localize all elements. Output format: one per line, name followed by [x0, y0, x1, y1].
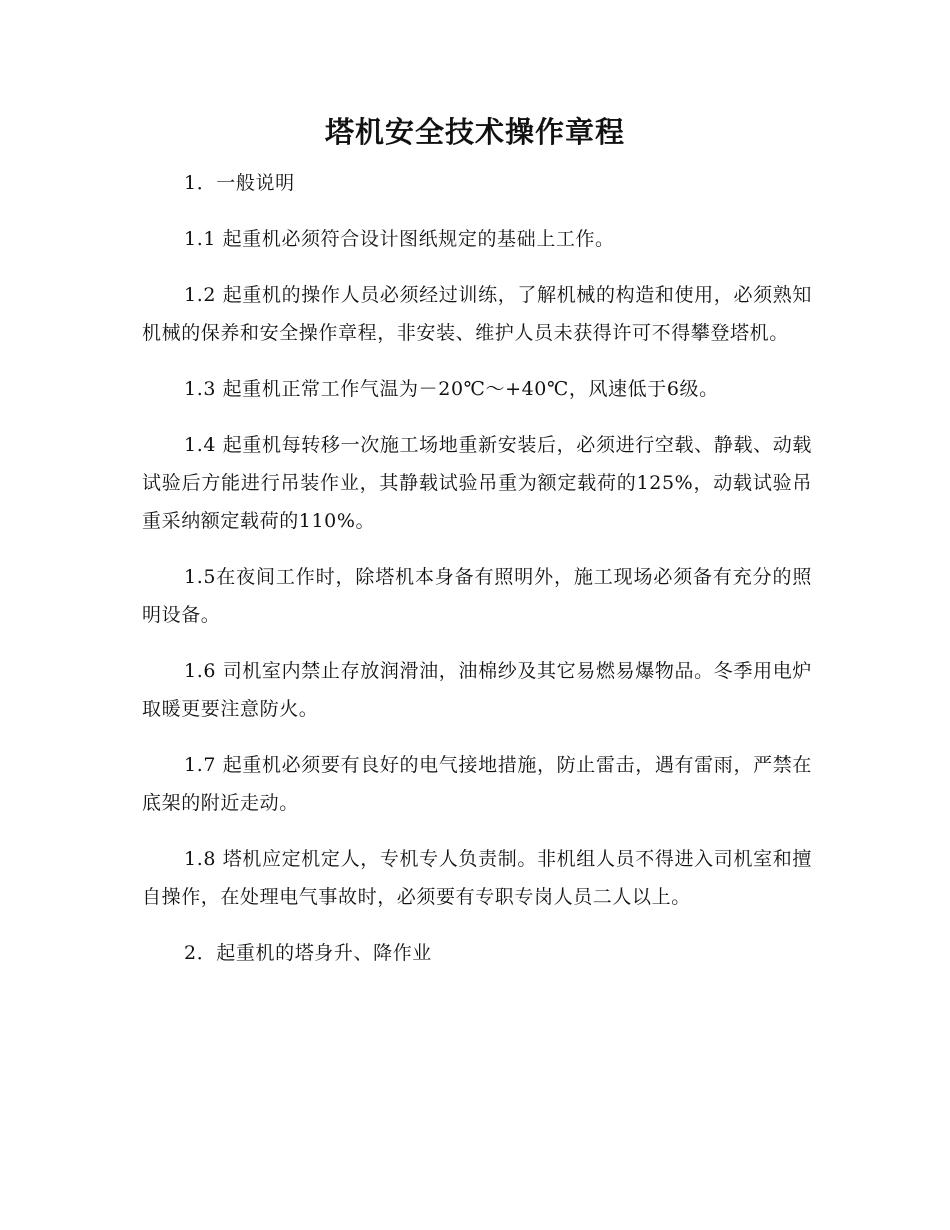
document-title: 塔机安全技术操作章程 [324, 115, 625, 149]
section-heading-2: 2．起重机的塔身升、降作业 [184, 942, 432, 964]
paragraph-1-7: 1.7 起重机必须要有良好的电气接地措施，防止雷击，遇有雷雨，严禁在底架的附近走动。 [142, 754, 812, 814]
paragraph-1-2: 1.2 起重机的操作人员必须经过训练，了解机械的构造和使用，必须熟知机械的保养和安全操作章程，非安装、维护人员未获得许可不得攀登塔机。 [142, 284, 812, 344]
paragraph-1-8: 1.8 塔机应定机定人，专机专人负责制。非机组人员不得进入司机室和擅自操作，在处理电气事故时，必须要有专职专岗人员二人以上。 [142, 848, 812, 908]
paragraph-1-5: 1.5在夜间工作时，除塔机本身备有照明外，施工现场必须备有充分的照明设备。 [142, 566, 812, 626]
paragraph-1-1: 1.1 起重机必须符合设计图纸规定的基础上工作。 [184, 228, 615, 250]
document-body [142, 164, 812, 990]
paragraph-1-6: 1.6 司机室内禁止存放润滑油，油棉纱及其它易燃易爆物品。冬季用电炉取暖更要注意防火。 [142, 660, 812, 720]
section-heading-1: 1．一般说明 [184, 172, 295, 194]
paragraph-1-3: 1.3 起重机正常工作气温为－20℃～+40℃，风速低于6级。 [184, 378, 719, 400]
paragraph-1-4: 1.4 起重机每转移一次施工场地重新安装后，必须进行空载、静载、动载试验后方能进行吊装作业，其静载试验吊重为额定载荷的125%，动载试验吊重采纳额定载荷的110%。 [142, 434, 812, 532]
